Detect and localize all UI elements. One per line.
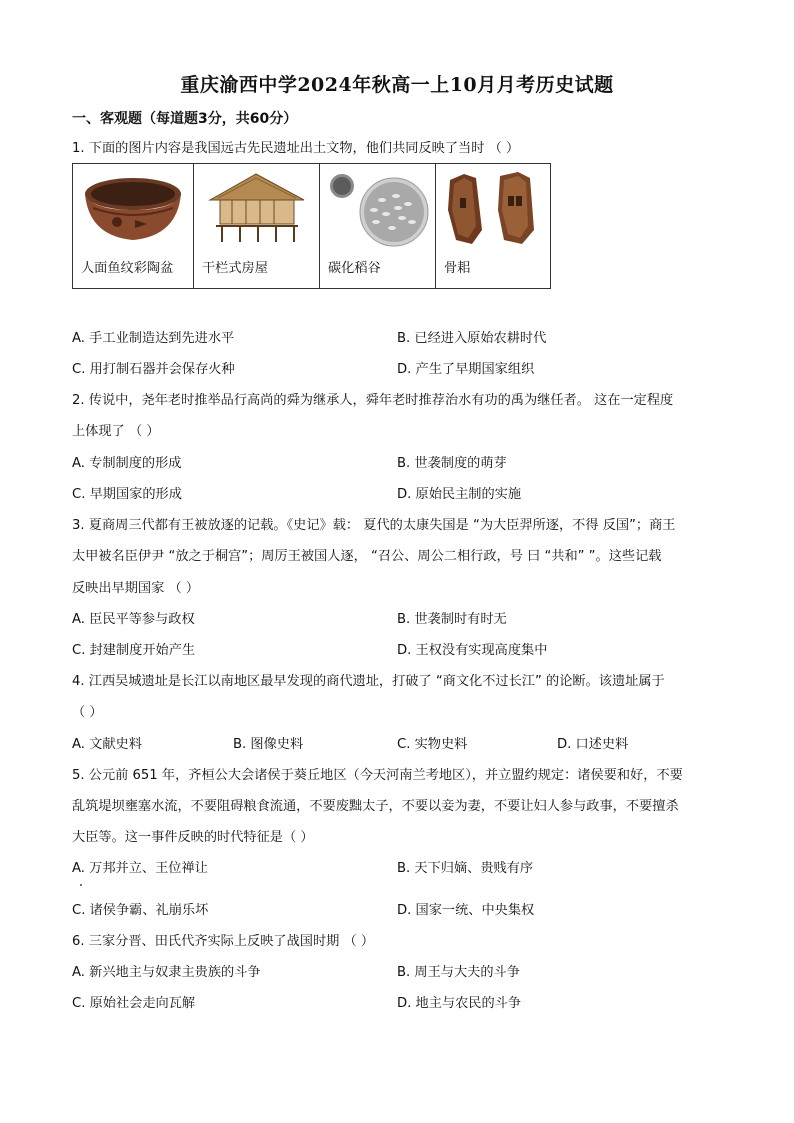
- q6-option-d[interactable]: D. 地主与农民的斗争: [397, 996, 522, 1011]
- carbonized-rice-icon: [326, 170, 432, 250]
- question-2-stem-line2: 上体现了 （ ）: [72, 424, 160, 439]
- q1-option-b[interactable]: B. 已经进入原始农耕时代: [397, 331, 547, 346]
- q3-option-b[interactable]: B. 世袭制时有时无: [397, 612, 507, 627]
- section-heading: 一、客观题（每道题3分，共60分）: [72, 111, 298, 127]
- question-4-stem-line1: 4. 江西吴城遗址是长江以南地区最早发现的商代遗址，打破了 “商文化不过长江” 的论断。该遗址属于: [72, 674, 665, 689]
- caption-rice: 碳化稻谷: [328, 261, 381, 276]
- question-5-stem-line3: 大臣等。这一事件反映的时代特征是（ ）: [72, 830, 314, 845]
- q5-option-b[interactable]: B. 天下归嫡、贵贱有序: [397, 861, 534, 876]
- stilt-house-icon: [200, 170, 312, 250]
- q3-option-a[interactable]: A. 臣民平等参与政权: [72, 612, 195, 627]
- exam-title: 重庆渝西中学2024年秋高一上10月月考历史试题: [180, 74, 614, 96]
- q2-option-a[interactable]: A. 专制制度的形成: [72, 456, 182, 471]
- question-4-stem-line2: （ ）: [72, 705, 103, 720]
- q1-option-c[interactable]: C. 用打制石器并会保存火种: [72, 362, 235, 377]
- caption-stilt-house: 干栏式房屋: [202, 261, 268, 276]
- image-cell-bone-spade: [436, 164, 551, 289]
- q6-option-c[interactable]: C. 原始社会走向瓦解: [72, 996, 196, 1011]
- question-5-stem-line1: 5. 公元前 651 年，齐桓公大会诸侯于葵丘地区（今天河南兰考地区），并立盟约规定：诸侯要和好，不要: [72, 768, 683, 783]
- question-3-stem-line3: 反映出早期国家 （ ）: [72, 581, 200, 596]
- question-1-stem: 1. 下面的图片内容是我国远古先民遗址出土文物，他们共同反映了当时 （ ）: [72, 141, 520, 156]
- q4-option-a[interactable]: A. 文献史料: [72, 737, 142, 752]
- q1-option-a[interactable]: A. 手工业制造达到先进水平: [72, 331, 235, 346]
- question-5-stem-line2: 乱筑堤坝壅塞水流，不要阻碍粮食流通，不要废黜太子，不要以妾为妻，不要让妇人参与政事，不要擅杀: [72, 799, 679, 814]
- q5-option-d[interactable]: D. 国家一统、中央集权: [397, 903, 535, 918]
- q6-option-a[interactable]: A. 新兴地主与奴隶主贵族的斗争: [72, 965, 261, 980]
- question-6-stem: 6. 三家分晋、田氏代齐实际上反映了战国时期 （ ）: [72, 934, 375, 949]
- q3-option-c[interactable]: C. 封建制度开始产生: [72, 643, 196, 658]
- question-3-stem-line2: 太甲被名臣伊尹 “放之于桐宫”；周厉王被国人逐， “召公、周公二相行政，号 曰 “共和” ”。这些记载: [72, 549, 662, 564]
- image-cell-rice: [320, 164, 436, 289]
- question-3-stem-line1: 3. 夏商周三代都有王被放逐的记载。《史记》载： 夏代的太康失国是 “为大臣羿所逐，不得 反国”；商王: [72, 518, 676, 533]
- q4-option-d[interactable]: D. 口述史料: [557, 737, 629, 752]
- question-2-stem-line1: 2. 传说中，尧年老时推举品行高尚的舜为继承人，舜年老时推荐治水有功的禹为继任者。 这在一定程度: [72, 393, 674, 408]
- caption-pottery: 人面鱼纹彩陶盆: [81, 261, 174, 276]
- image-cell-stilt-house: [194, 164, 320, 289]
- q1-option-d[interactable]: D. 产生了早期国家组织: [397, 362, 535, 377]
- q3-option-d[interactable]: D. 王权没有实现高度集中: [397, 643, 548, 658]
- q2-option-b[interactable]: B. 世袭制度的萌芽: [397, 456, 507, 471]
- image-cell-pottery: [73, 164, 194, 289]
- question-1-image-table: [72, 163, 551, 289]
- stray-mark: [80, 884, 82, 886]
- q6-option-b[interactable]: B. 周王与大夫的斗争: [397, 965, 520, 980]
- q5-option-a[interactable]: A. 万邦并立、王位禅让: [72, 861, 208, 876]
- caption-bone-spade: 骨耜: [444, 261, 471, 276]
- painted-pottery-basin-icon: [79, 170, 187, 250]
- q2-option-d[interactable]: D. 原始民主制的实施: [397, 487, 522, 502]
- q4-option-b[interactable]: B. 图像史料: [233, 737, 304, 752]
- q2-option-c[interactable]: C. 早期国家的形成: [72, 487, 182, 502]
- q5-option-c[interactable]: C. 诸侯争霸、礼崩乐坏: [72, 903, 209, 918]
- bone-spade-icon: [442, 170, 548, 250]
- q4-option-c[interactable]: C. 实物史料: [397, 737, 468, 752]
